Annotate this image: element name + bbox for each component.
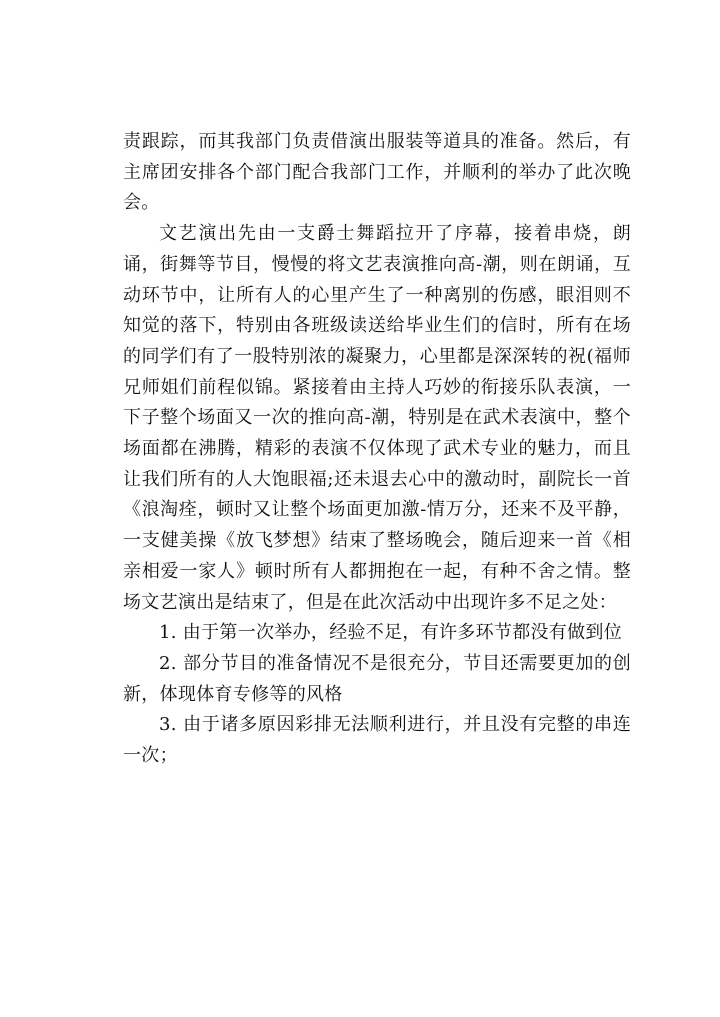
document-body <box>123 127 631 772</box>
shortcoming-item-3: 3. 由于诸多原因彩排无法顺利进行，并且没有完整的串连一次； <box>123 714 631 767</box>
shortcoming-item-2: 2. 部分节目的准备情况不是很充分，节目还需要更加的创新，体现体育专修等的风格 <box>123 652 631 705</box>
paragraph-performance-summary: 文艺演出先由一支爵士舞蹈拉开了序幕，接着串烧，朗诵，街舞等节目，慢慢的将文艺表演推向高-潮，则在朗诵，互动环节中，让所有人的心里产生了一种离别的伤感，眼泪则不知觉的落下，特别由各班级读送给毕业生们的信时，所有在场的同学们有了一股特别浓的凝聚力，心里都是深深转的祝(福师兄师姐们前程似锦。紧接着由主持人巧妙的衔接乐队表演，一下子整个场面又一次的推向高-潮，特别是在武术表演中，整个场面都在沸腾，精彩的表演不仅体现了武术专业的魅力，而且让我们所有的人大饱眼福;还未退去心中的激动时，副院长一首《浪淘痊，顿时又让整个场面更加激-情万分，还来不及平静，一支健美操《放飞梦想》结束了整场晚会，随后迎来一首《相亲相爱一家人》顿时所有人都拥抱在一起，有种不舍之情。整场文艺演出是结束了，但是在此次活动中出现许多不足之处： <box>123 223 631 613</box>
shortcoming-item-1: 1. 由于第一次举办，经验不足，有许多环节都没有做到位 <box>159 622 622 644</box>
paragraph-continuation: 责跟踪，而其我部门负责借演出服装等道具的准备。然后，有主席团安排各个部门配合我部门工作，并顺利的举办了此次晚会。 <box>123 131 631 214</box>
